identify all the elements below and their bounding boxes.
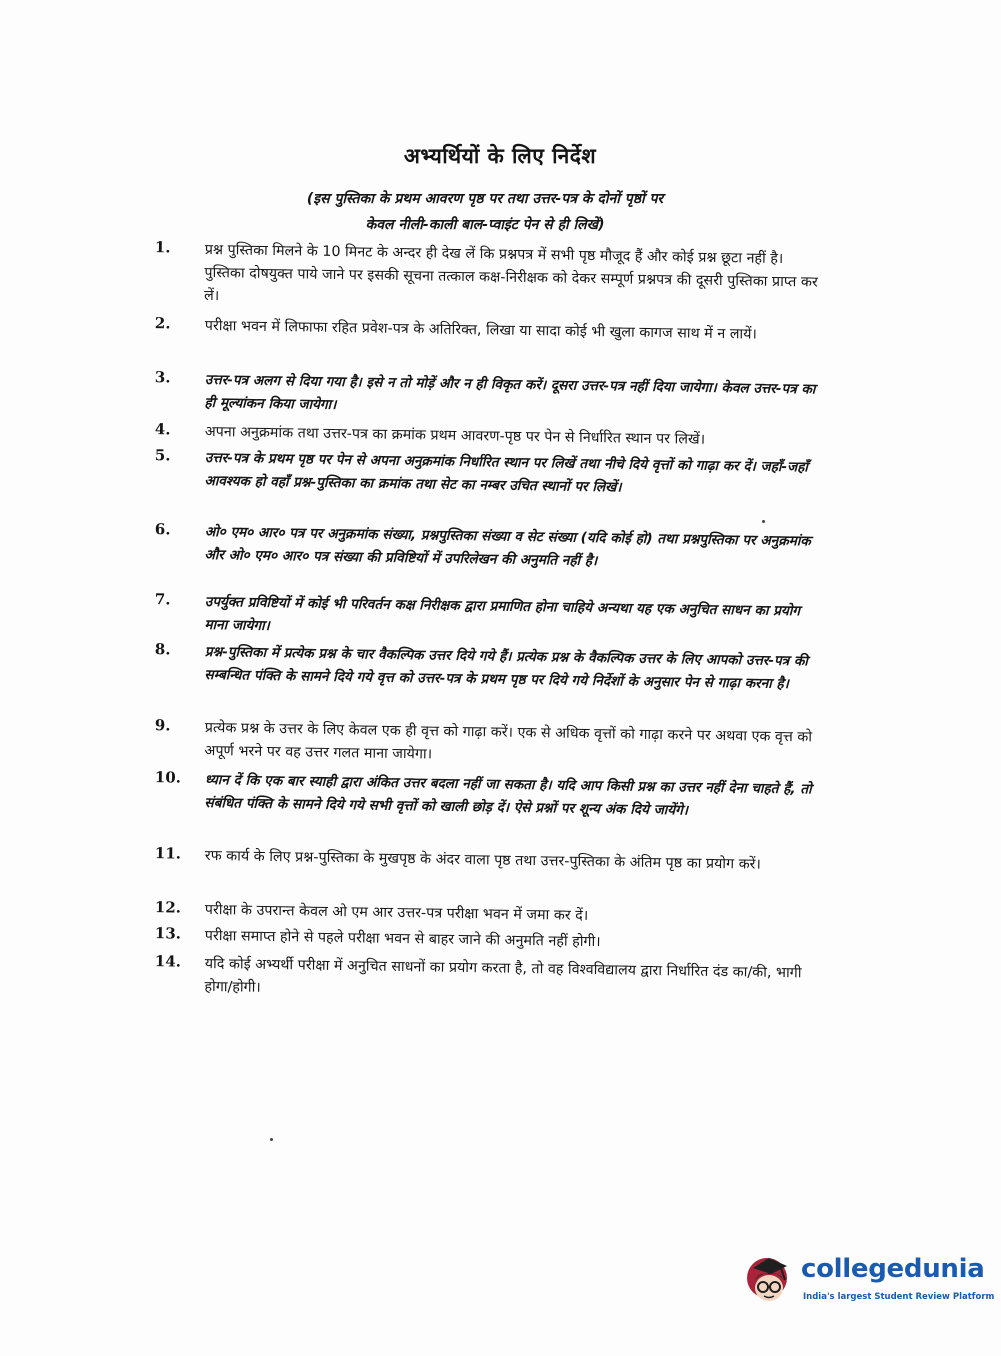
instruction-text: रफ कार्य के लिए प्रश्न-पुस्तिका के मुखपृष्ठ के अंदर वाला पृष्ठ तथा उत्तर-पुस्तिका के अंतिम पृष्ठ का प्रयोग करें। [204,847,762,873]
instruction-number: 6. [154,520,171,539]
instruction-number: 10. [154,768,182,787]
instruction-item [144,716,825,773]
scan-speck [762,520,765,523]
page-title: अभ्यर्थियों के लिए निर्देश [403,144,597,168]
instruction-text: प्रत्येक प्रश्न के उत्तर के लिए केवल एक ही वृत्त को गाढ़ा करें। एक से अधिक वृत्तों को गाढ़ा करने पर अथवा एक वृत्त को अपूर्ण भरने पर वह उत्तर गलत माना जायेगा। [204,719,813,763]
instruction-number: 11. [154,844,182,863]
instruction-number: 7. [154,590,171,609]
instruction-item [145,844,825,878]
instruction-item [144,640,825,697]
scan-speck [270,1138,273,1141]
instruction-number: 5. [154,446,171,465]
instruction-text: उपर्युक्त प्रविष्टियों में कोई भी परिवर्तन कक्ष निरीक्षक द्वारा प्रमाणित होना चाहिये अन्यथा यह एक अनुचित साधन का प्रयोग माना जायेगा। [204,593,801,634]
instruction-item [144,446,825,503]
instruction-number: 1. [154,238,171,257]
instruction-text: ध्यान दें कि एक बार स्याही द्वारा अंकित उत्तर बदला नहीं जा सकता है। यदि आप किसी प्रश्न का उत्तर नहीं देना चाहते हैं, तो संबंधित पंक्ति के सामने दिये गये सभी वृत्तों को खाली छोड़ दें। ऐसे प्रश्नों पर शून्य अंक दिये जायेंगे। [204,771,812,819]
collegedunia-logo [743,1250,995,1314]
instruction-text: परीक्षा के उपरान्त केवल ओ एम आर उत्तर-पत्र परीक्षा भवन में जमा कर दें। [204,901,589,924]
instruction-item [144,768,825,825]
instruction-text: अपना अनुक्रमांक तथा उत्तर-पत्र का क्रमांक प्रथम आवरण-पृष्ठ पर पेन से निर्धारित स्थान पर लिखें। [204,423,706,448]
instruction-number: 8. [154,640,171,659]
instruction-item [144,520,825,577]
instruction-number: 9. [154,716,171,735]
instruction-item [144,590,825,647]
student-mascot-icon [743,1250,803,1310]
subtitle-line-1: (इस पुस्तिका के प्रथम आवरण पृष्ठ पर तथा उत्तर-पत्र के दोनों पृष्ठों पर [306,191,664,207]
instruction-item [144,238,825,318]
instruction-item [144,368,825,425]
instruction-text: यदि कोई अभ्यर्थी परीक्षा में अनुचित साधनों का प्रयोग करता है, तो वह विश्वविद्यालय द्वारा निर्धारित दंड का/की, भागी होगा/होगी। [204,955,802,996]
instruction-text: परीक्षा भवन में लिफाफा रहित प्रवेश-पत्र के अतिरिक्त, लिखा या सादा कोई भी खुला कागज साथ में न लायें। [204,317,758,343]
instruction-text: प्रश्न-पुस्तिका में प्रत्येक प्रश्न के चार वैकल्पिक उत्तर दिये गये हैं। प्रत्येक प्रश्न के वैकल्पिक उत्तर के लिए आपको उत्तर-पत्र की सम्बन्धित पंक्ति के सामने दिये गये वृत्त को उत्तर-पत्र के प्रथम पृष्ठ पर दिये गये निर्देशों के अनुसार पेन से गाढ़ा करना है। [204,643,809,693]
instruction-number: 13. [154,924,182,943]
instruction-number: 12. [154,898,182,917]
instruction-text: उत्तर-पत्र के प्रथम पृष्ठ पर पेन से अपना अनुक्रमांक निर्धारित स्थान पर लिखें तथा नीचे दिये वृत्तों को गाढ़ा कर दें। जहाँ-जहाँ आवश्यक हो वहाँ प्रश्न-पुस्तिका का क्रमांक तथा सेट का नम्बर उचित स्थानों पर लिखें। [204,449,809,496]
instruction-text: ओ० एम० आर० पत्र पर अनुक्रमांक संख्या, प्रश्नपुस्तिका संख्या व सेट संख्या (यदि कोई हो) तथा प्रश्नपुस्तिका पर अनुक्रमांक और ओ० एम० आर० पत्र संख्या की प्रविष्टियों में उपरिलेखन की अनुमति नहीं है। [204,523,811,570]
instruction-number: 14. [154,952,182,971]
subtitle-line-2: केवल नीली-काली बाल-प्वाइंट पेन से ही लिखें) [365,217,605,233]
instruction-text: उत्तर-पत्र अलग से दिया गया है। इसे न तो मोड़ें और न ही विकृत करें। दूसरा उत्तर-पत्र नहीं दिया जायेगा। केवल उत्तर-पत्र का ही मूल्यांकन किया जायेगा। [204,371,816,414]
brand-name: collegedunia [801,1254,985,1284]
instruction-item [144,952,825,1009]
instruction-text: परीक्षा समाप्त होने से पहले परीक्षा भवन से बाहर जाने की अनुमति नहीं होगी। [204,927,601,951]
brand-tagline: India's largest Student Review Platform [803,1292,995,1302]
instruction-item [145,314,825,348]
instruction-number: 2. [154,314,171,333]
instruction-text: प्रश्न पुस्तिका मिलने के 10 मिनट के अन्दर ही देख लें कि प्रश्नपत्र में सभी पृष्ठ मौजूद हैं और कोई प्रश्न छूटा नहीं है। पुस्तिका दोषयुक्त पाये जाने पर इसकी सूचना तत्काल कक्ष-निरीक्षक को देकर सम्पूर्ण प्रश्नपत्र की दूसरी पुस्तिका प्राप्त कर लें। [203,241,818,305]
instruction-number: 4. [154,420,171,439]
page-subtitle [235,186,735,238]
instruction-number: 3. [154,368,171,387]
